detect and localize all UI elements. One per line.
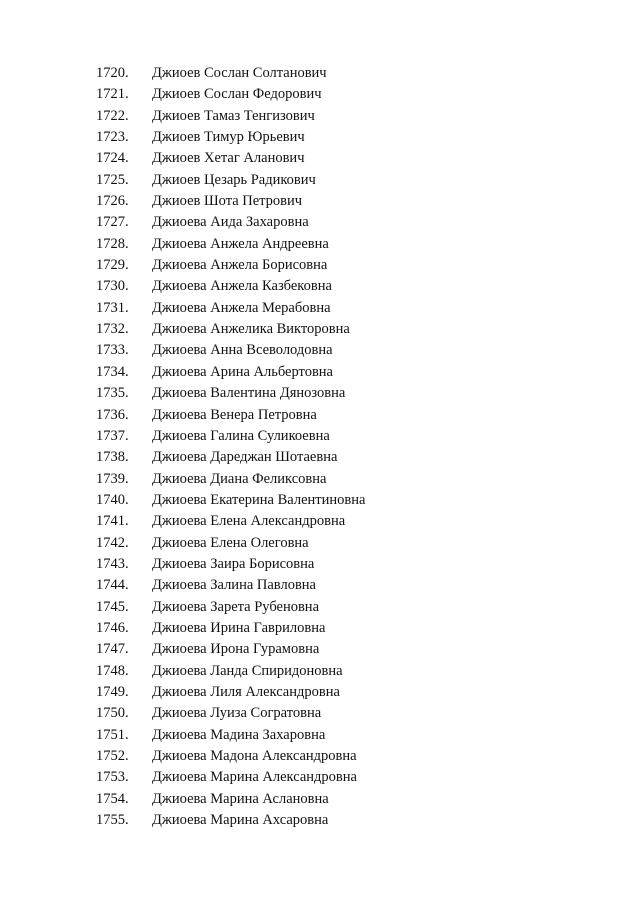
list-item (96, 597, 365, 618)
list-item (96, 255, 365, 276)
entry-number: 1747. (96, 641, 129, 658)
entry-name: Джиоев Тимур Юрьевич (152, 129, 305, 146)
entry-number: 1749. (96, 683, 129, 700)
list-item (96, 84, 365, 105)
entry-name: Джиоева Анжела Мерабовна (152, 299, 331, 316)
list-item (96, 469, 365, 490)
entry-number: 1727. (96, 214, 129, 231)
entry-name: Джиоева Елена Олеговна (152, 534, 309, 551)
entry-number: 1731. (96, 299, 129, 316)
entry-name: Джиоева Венера Петровна (152, 406, 317, 423)
entry-name: Джиоев Шота Петрович (152, 193, 303, 210)
entry-number: 1725. (96, 171, 129, 188)
entry-name: Джиоева Мадона Александровна (152, 748, 357, 764)
entry-number: 1741. (96, 513, 129, 530)
entry-name: Джиоева Ланда Спиридоновна (152, 662, 343, 679)
entry-name: Джиоева Анжела Казбековна (152, 278, 332, 295)
list-item (96, 618, 365, 639)
entry-number: 1729. (96, 257, 129, 274)
list-item (96, 789, 365, 810)
entry-number: 1733. (96, 342, 129, 359)
list-item (96, 554, 365, 575)
entry-name: Джиоева Марина Аслановна (152, 790, 329, 807)
entry-number: 1735. (96, 385, 129, 402)
entry-name: Джиоева Мадина Захаровна (152, 726, 326, 743)
entry-name: Джиоева Зарета Рубеновна (152, 598, 320, 615)
entry-number: 1728. (96, 235, 129, 252)
entry-name: Джиоев Сослан Федорович (152, 86, 322, 103)
entry-number: 1737. (96, 427, 129, 444)
entry-number: 1746. (96, 619, 129, 636)
entry-number: 1721. (96, 86, 129, 103)
list-item (96, 703, 365, 724)
entry-name: Джиоева Марина Александровна (152, 769, 357, 786)
list-item (96, 106, 365, 127)
entry-name: Джиоев Хетаг Аланович (152, 150, 305, 167)
entry-number: 1745. (96, 598, 129, 615)
entry-number: 1732. (96, 321, 129, 338)
entry-number: 1738. (96, 449, 129, 466)
entry-name: Джиоева Дареджан Шотаевна (152, 449, 338, 466)
entry-number: 1748. (96, 662, 129, 679)
entry-name: Джиоева Ирона Гурамовна (152, 641, 320, 658)
entry-name: Джиоев Тамаз Тенгизович (152, 107, 315, 124)
entry-name: Джиоева Луиза Согратовна (152, 705, 322, 722)
entry-name: Джиоева Залина Павловна (152, 577, 316, 594)
list-item (96, 746, 365, 767)
entry-number: 1734. (96, 363, 129, 380)
entry-name: Джиоева Екатерина Валентиновна (152, 491, 366, 508)
entry-name: Джиоева Анжела Борисовна (152, 257, 328, 274)
list-item (96, 319, 365, 340)
entry-number: 1730. (96, 278, 129, 295)
list-item (96, 191, 365, 212)
entry-number: 1739. (96, 470, 129, 487)
entry-name: Джиоева Анжела Андреевна (152, 235, 329, 252)
entry-name: Джиоева Арина Альбертовна (152, 363, 333, 380)
entry-name: Джиоева Аида Захаровна (152, 214, 309, 231)
list-item (96, 533, 365, 554)
entry-name: Джиоев Цезарь Радикович (152, 171, 316, 188)
entry-number: 1752. (96, 748, 129, 764)
entry-number: 1754. (96, 790, 129, 807)
list-item (96, 383, 365, 404)
list-item (96, 511, 365, 532)
list-item (96, 63, 365, 84)
entry-name: Джиоева Лиля Александровна (152, 683, 340, 700)
list-item (96, 212, 365, 233)
entry-name: Джиоева Марина Ахсаровна (152, 812, 329, 829)
entry-number: 1742. (96, 534, 129, 551)
entry-name: Джиоева Анжелика Викторовна (152, 321, 350, 338)
list-item (96, 490, 365, 511)
entry-number: 1744. (96, 577, 129, 594)
list-item (96, 767, 365, 788)
entry-name: Джиоева Заира Борисовна (152, 555, 315, 572)
entry-name: Джиоева Диана Феликсовна (152, 470, 327, 487)
entry-number: 1743. (96, 555, 129, 572)
list-item (96, 682, 365, 703)
entry-number: 1736. (96, 406, 129, 423)
list-item (96, 362, 365, 383)
entry-number: 1750. (96, 705, 129, 722)
list-item (96, 148, 365, 169)
list-item (96, 127, 365, 148)
list-item (96, 810, 365, 831)
list-item (96, 234, 365, 255)
list-item (96, 661, 365, 682)
entry-name: Джиоева Елена Александровна (152, 513, 346, 530)
name-list (96, 63, 365, 831)
entry-number: 1722. (96, 107, 129, 124)
entry-number: 1751. (96, 726, 129, 743)
entry-number: 1740. (96, 491, 129, 508)
list-item (96, 170, 365, 191)
entry-number: 1723. (96, 129, 129, 146)
entry-name: Джиоева Валентина Дянозовна (152, 385, 346, 402)
entry-number: 1755. (96, 812, 129, 829)
list-item (96, 725, 365, 746)
entry-number: 1720. (96, 65, 129, 81)
list-item (96, 575, 365, 596)
list-item (96, 405, 365, 426)
list-item (96, 298, 365, 319)
entry-name: Джиоев Сослан Солтанович (152, 65, 327, 81)
entry-name: Джиоева Галина Суликоевна (152, 427, 330, 444)
entry-name: Джиоева Ирина Гавриловна (152, 619, 326, 636)
list-item (96, 447, 365, 468)
entry-name: Джиоева Анна Всеволодовна (152, 342, 333, 359)
list-item (96, 340, 365, 361)
list-item (96, 639, 365, 660)
list-item (96, 426, 365, 447)
entry-number: 1753. (96, 769, 129, 786)
list-item (96, 276, 365, 297)
entry-number: 1726. (96, 193, 129, 210)
entry-number: 1724. (96, 150, 129, 167)
